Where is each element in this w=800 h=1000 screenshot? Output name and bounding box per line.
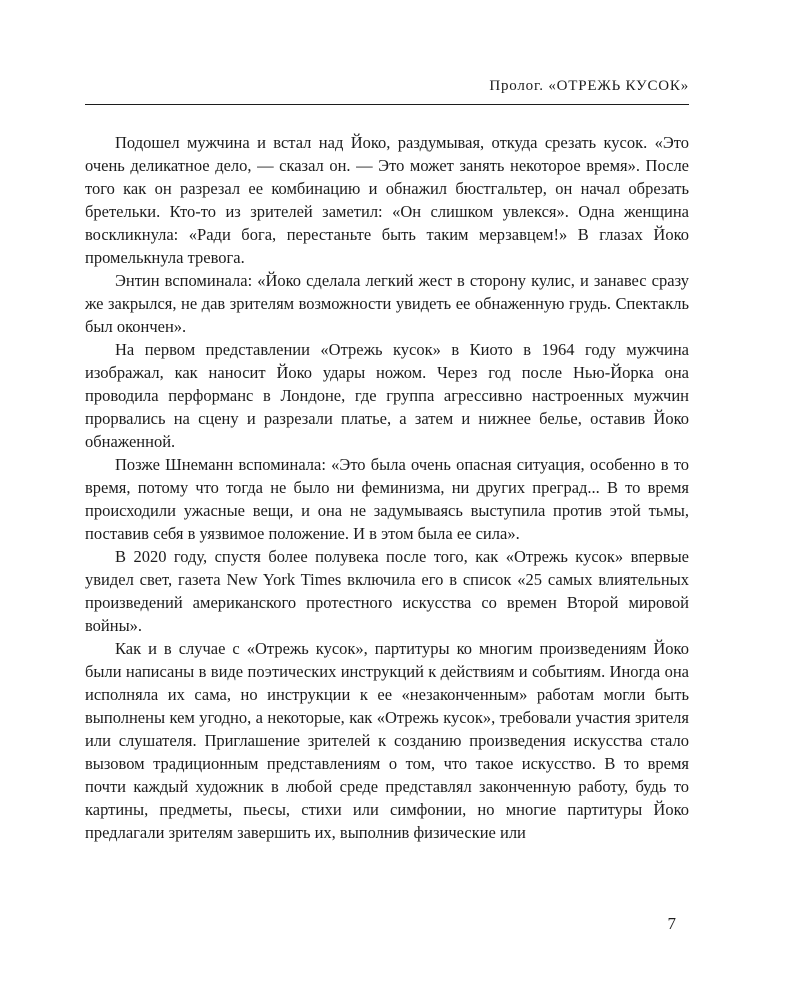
- paragraph: В 2020 году, спустя более полувека после того, как «Отрежь кусок» впервые увидел свет, газета New York Times включила его в список «25 самых влиятельных произведений американского протестного искусства со времен Второй мировой войны».: [85, 547, 689, 635]
- paragraph: Энтин вспоминала: «Йоко сделала легкий жест в сторону кулис, и занавес сразу же закрылся, не дав зрителям возможности увидеть ее обнаженную грудь. Спектакль был окончен».: [85, 271, 689, 336]
- running-header: Пролог. «ОТРЕЖЬ КУСОК»: [489, 78, 689, 94]
- text-block: [85, 78, 689, 844]
- header-rule: [85, 104, 689, 105]
- paragraph: Как и в случае с «Отрежь кусок», партитуры ко многим произведениям Йоко были написаны в виде поэтических инструкций к действиям и событиям. Иногда она исполняла их сама, но инструкции к ее «незаконченным» работам могли быть выполнены кем угодно, а некоторые, как «Отрежь кусок», требовали участия зрителя или слушателя. Приглашение зрителей к созданию произведения искусства стало вызовом традиционным представлениям о том, что такое искусство. В то время почти каждый художник в любой среде представлял законченную работу, будь то картины, предметы, пьесы, стихи или симфонии, но многие партитуры Йоко предлагали зрителям завершить их, выполнив физические или: [85, 639, 689, 842]
- page-number: 7: [667, 914, 676, 933]
- paragraph: На первом представлении «Отрежь кусок» в Киото в 1964 году мужчина изображал, как наносит Йоко удары ножом. Через год после Нью-Йорка она проводила перформанс в Лондоне, где группа агрессивно настроенных мужчин прорвались на сцену и разрезали платье, а затем и нижнее белье, оставив Йоко обнаженной.: [85, 340, 689, 451]
- paragraph: Подошел мужчина и встал над Йоко, раздумывая, откуда срезать кусок. «Это очень деликатное дело, — сказал он. — Это может занять некоторое время». После того как он разрезал ее комбинацию и обнажил бюстгальтер, он начал обрезать бретельки. Кто-то из зрителей заметил: «Он слишком увлекся». Одна женщина воскликнула: «Ради бога, перестаньте быть таким мерзавцем!» В глазах Йоко промелькнула тревога.: [85, 133, 689, 267]
- body-text: [85, 131, 689, 844]
- paragraph: Позже Шнеманн вспоминала: «Это была очень опасная ситуация, особенно в то время, потому что тогда не было ни феминизма, ни других преград... В то время происходили ужасные вещи, и она не задумываясь выступила против этой тьмы, поставив себя в уязвимое положение. И в этом была ее сила».: [85, 455, 689, 543]
